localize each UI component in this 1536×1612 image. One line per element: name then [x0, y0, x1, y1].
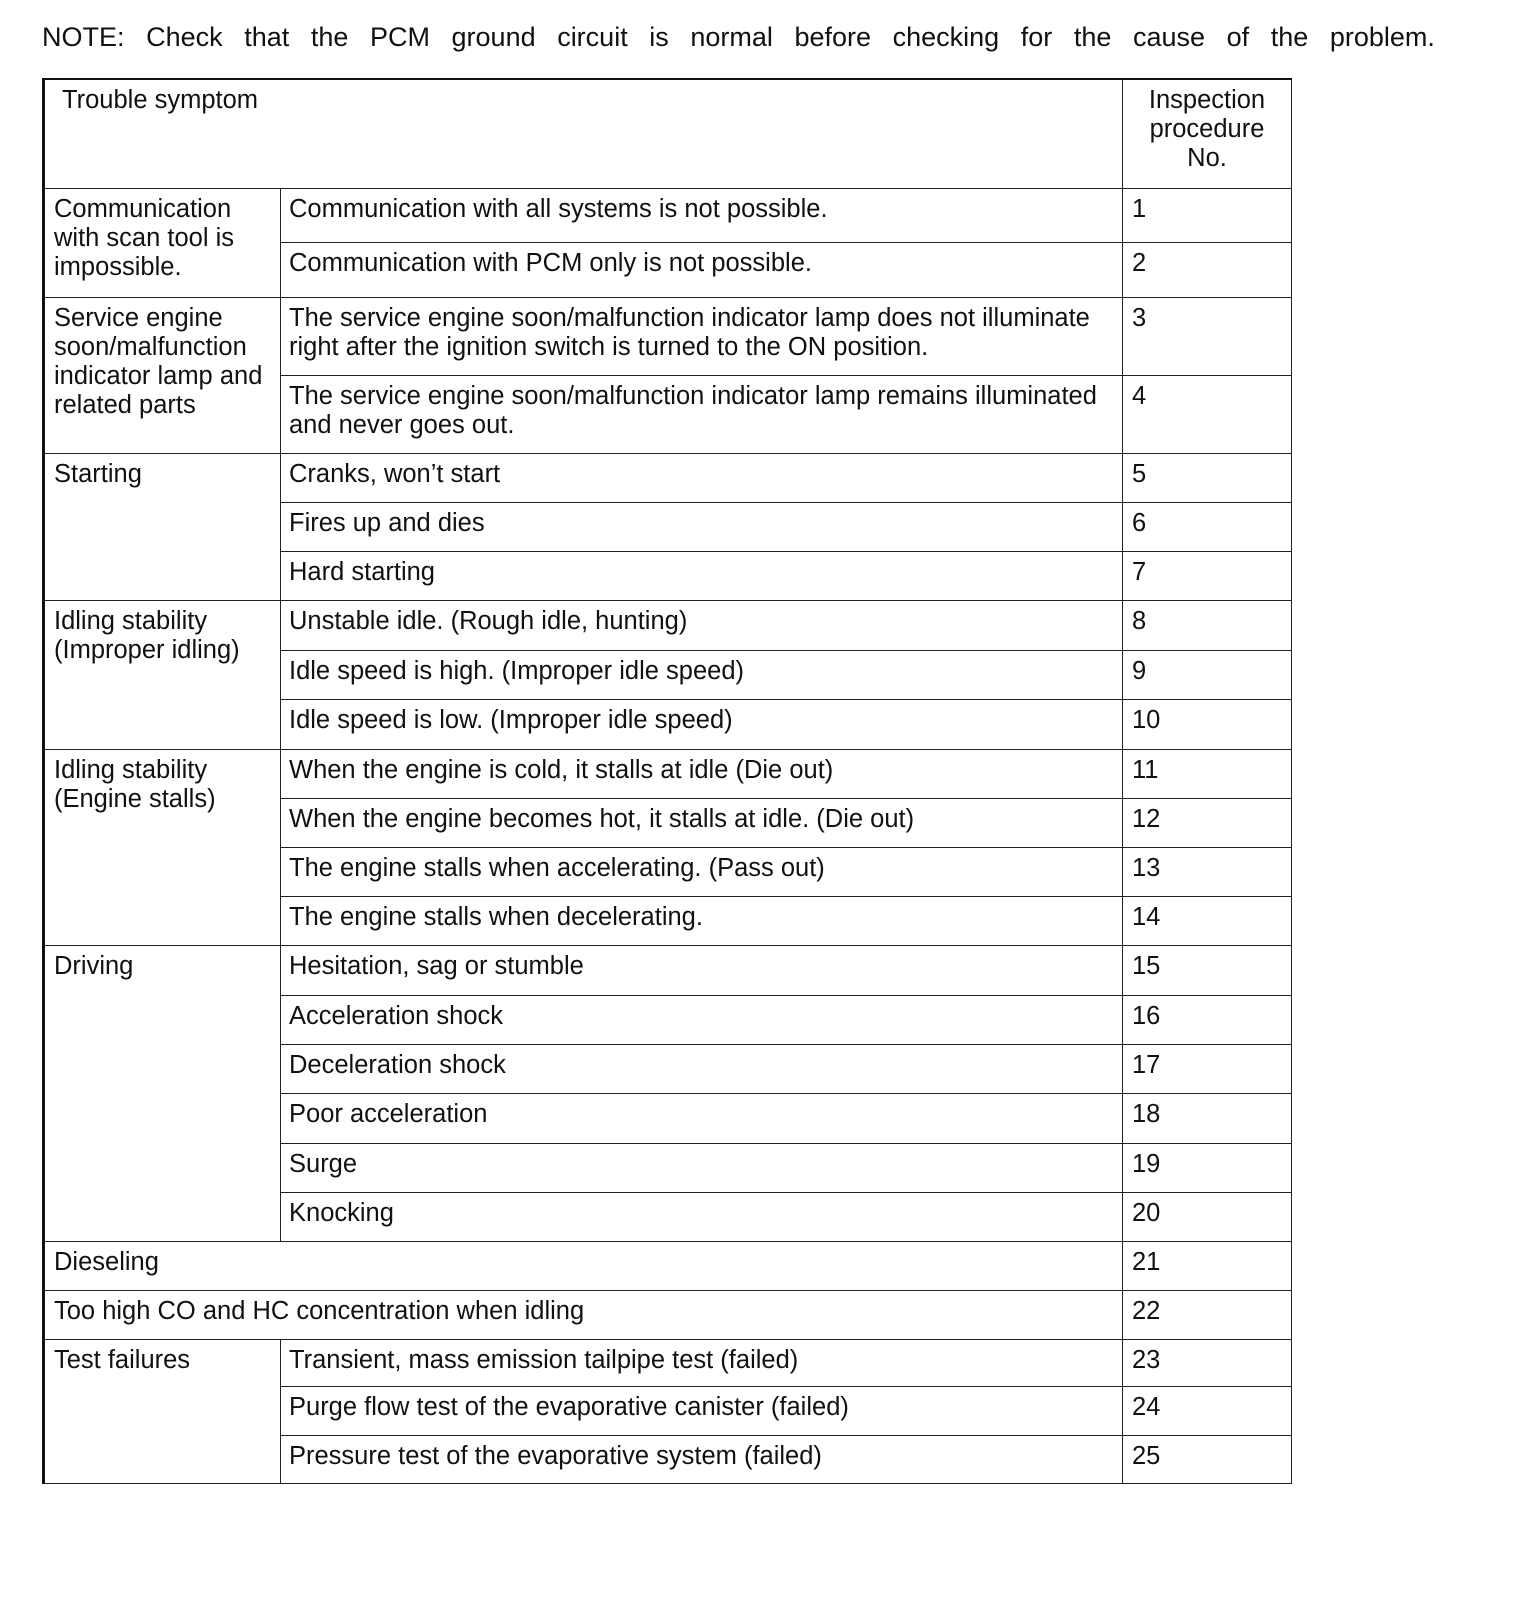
inspection-procedure-number: 8	[1123, 600, 1292, 650]
note-word: the	[1270, 22, 1309, 52]
note-word: before	[794, 22, 872, 52]
trouble-symptom-table	[42, 78, 1292, 1484]
note-text	[42, 22, 1435, 53]
symptom-description: Hesitation, sag or stumble	[281, 945, 1123, 995]
symptom-description: Surge	[281, 1143, 1123, 1192]
symptom-description: Fires up and dies	[281, 502, 1123, 551]
table-row	[44, 749, 1292, 798]
symptom-category: Test failures	[44, 1339, 281, 1483]
inspection-procedure-number: 23	[1123, 1339, 1292, 1386]
symptom-description: When the engine is cold, it stalls at idle (Die out)	[281, 749, 1123, 798]
inspection-procedure-number: 7	[1123, 551, 1292, 600]
inspection-procedure-number: 22	[1123, 1290, 1292, 1339]
inspection-procedure-number: 15	[1123, 945, 1292, 995]
note-word: cause	[1132, 22, 1206, 52]
header-line: No.	[1187, 144, 1227, 172]
symptom-description: The engine stalls when decelerating.	[281, 896, 1123, 945]
symptom-description: Communication with all systems is not possible.	[281, 188, 1123, 242]
note-word: the	[310, 22, 349, 52]
symptom-description: The engine stalls when accelerating. (Pass out)	[281, 847, 1123, 896]
note-word: for	[1020, 22, 1053, 52]
symptom-category: Idling stability (Improper idling)	[44, 600, 281, 749]
table-row	[44, 600, 1292, 650]
table-row	[44, 453, 1292, 502]
symptom-description: Hard starting	[281, 551, 1123, 600]
inspection-procedure-number: 21	[1123, 1241, 1292, 1290]
inspection-procedure-number: 13	[1123, 847, 1292, 896]
inspection-procedure-number: 3	[1123, 297, 1292, 375]
symptom-category: Idling stability (Engine stalls)	[44, 749, 281, 945]
note-word: checking	[892, 22, 1000, 52]
note-word: normal	[690, 22, 773, 52]
note-word: PCM	[369, 22, 430, 52]
note-word: Check	[146, 22, 223, 52]
inspection-procedure-number: 5	[1123, 453, 1292, 502]
table-row	[44, 1241, 1292, 1290]
table-row	[44, 945, 1292, 995]
symptom-description: Communication with PCM only is not possible.	[281, 242, 1123, 297]
table-row	[44, 297, 1292, 375]
symptom-description: Pressure test of the evaporative system (failed)	[281, 1435, 1123, 1483]
symptom-description: The service engine soon/malfunction indicator lamp remains illuminated and never goes out.	[281, 375, 1123, 453]
inspection-procedure-number: 11	[1123, 749, 1292, 798]
note-word: circuit	[557, 22, 628, 52]
symptom-category: Communication with scan tool is impossible.	[44, 188, 281, 297]
inspection-procedure-number: 12	[1123, 798, 1292, 847]
symptom-description: Cranks, won’t start	[281, 453, 1123, 502]
symptom-description: Idle speed is low. (Improper idle speed)	[281, 699, 1123, 749]
inspection-procedure-number: 9	[1123, 650, 1292, 699]
note-word: the	[1073, 22, 1112, 52]
note-word: is	[649, 22, 669, 52]
symptom-category: Service engine soon/malfunction indicator lamp and related parts	[44, 297, 281, 453]
symptom-description: Unstable idle. (Rough idle, hunting)	[281, 600, 1123, 650]
symptom-description: When the engine becomes hot, it stalls at idle. (Die out)	[281, 798, 1123, 847]
symptom-category: Dieseling	[44, 1241, 1123, 1290]
note-word: that	[244, 22, 290, 52]
symptom-description: Transient, mass emission tailpipe test (failed)	[281, 1339, 1123, 1386]
inspection-procedure-number: 6	[1123, 502, 1292, 551]
inspection-procedure-number: 2	[1123, 242, 1292, 297]
header-inspection-procedure	[1123, 79, 1292, 188]
inspection-procedure-number: 1	[1123, 188, 1292, 242]
header-trouble-symptom: Trouble symptom	[44, 79, 1123, 188]
inspection-procedure-number: 14	[1123, 896, 1292, 945]
table-row	[44, 1339, 1292, 1386]
symptom-description: Knocking	[281, 1192, 1123, 1241]
inspection-procedure-number: 10	[1123, 699, 1292, 749]
inspection-procedure-number: 18	[1123, 1093, 1292, 1143]
inspection-procedure-number: 24	[1123, 1386, 1292, 1435]
header-line: procedure	[1149, 115, 1265, 143]
note-word: NOTE:	[42, 22, 125, 52]
note-word: of	[1226, 22, 1250, 52]
symptom-description: Poor acceleration	[281, 1093, 1123, 1143]
table-header-row	[44, 79, 1292, 188]
symptom-description: Purge flow test of the evaporative canister (failed)	[281, 1386, 1123, 1435]
table-row	[44, 188, 1292, 242]
inspection-procedure-number: 25	[1123, 1435, 1292, 1483]
header-line: Inspection	[1148, 86, 1266, 114]
note-word: problem.	[1329, 22, 1435, 52]
symptom-category: Starting	[44, 453, 281, 600]
symptom-description: Acceleration shock	[281, 995, 1123, 1044]
symptom-description: Deceleration shock	[281, 1044, 1123, 1093]
symptom-category: Too high CO and HC concentration when idling	[44, 1290, 1123, 1339]
inspection-procedure-number: 19	[1123, 1143, 1292, 1192]
symptom-category: Driving	[44, 945, 281, 1241]
symptom-description: The service engine soon/malfunction indicator lamp does not illuminate right after the ignition switch is turned to the ON position.	[281, 297, 1123, 375]
inspection-procedure-number: 16	[1123, 995, 1292, 1044]
inspection-procedure-number: 20	[1123, 1192, 1292, 1241]
symptom-description: Idle speed is high. (Improper idle speed)	[281, 650, 1123, 699]
inspection-procedure-number: 4	[1123, 375, 1292, 453]
table-row	[44, 1290, 1292, 1339]
inspection-procedure-number: 17	[1123, 1044, 1292, 1093]
note-word: ground	[451, 22, 536, 52]
